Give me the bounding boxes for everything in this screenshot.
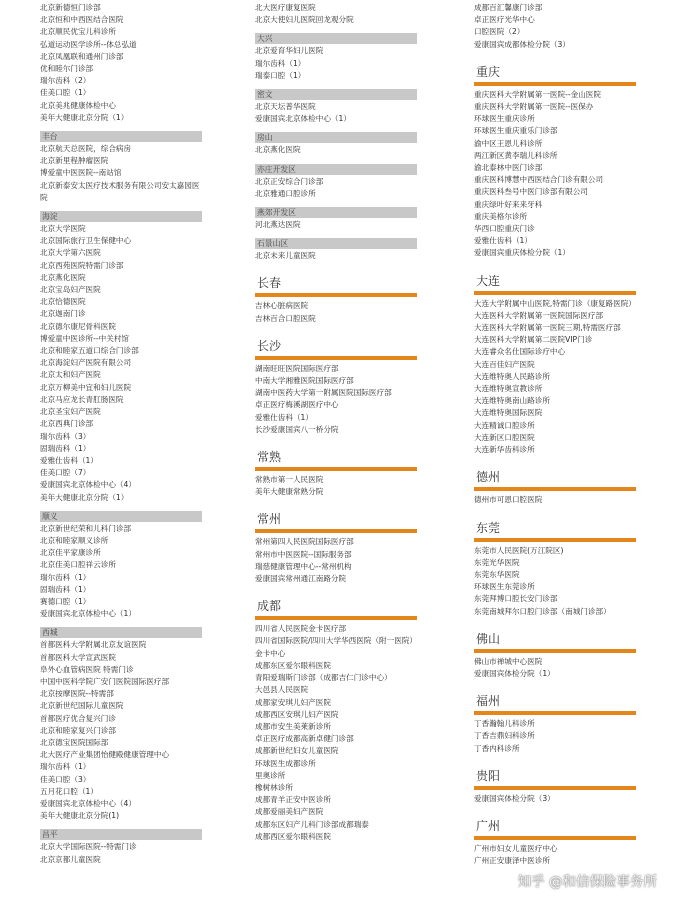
list-item: 爱康国宾常州通江南路分院 xyxy=(255,574,347,584)
district-header: 大兴 xyxy=(255,33,417,44)
list-item: 重庆医科大学附属第一医院--医保办 xyxy=(474,102,594,112)
list-item: 弘道运动医学诊所--体总弘道 xyxy=(40,39,137,49)
city-header xyxy=(474,470,636,491)
list-item: 渝中区王恩儿科诊所 xyxy=(474,138,543,148)
list-item: 美年大健康北京分院（1） xyxy=(40,492,129,502)
list-item: 成都市安生美莱新诊所 xyxy=(255,721,331,731)
section-city xyxy=(474,632,636,680)
list-item: 东莞东华医院 xyxy=(474,569,520,579)
list-item: 常熟市第一人民医院 xyxy=(255,475,324,485)
list-item: 爱康国宾体检分院（1） xyxy=(474,668,555,678)
list-item: 中南大学湘雅医院国际医疗部 xyxy=(255,376,354,386)
list-item: 北京西苑医院特需门诊部 xyxy=(40,260,124,270)
list-item: 重庆美格尔诊所 xyxy=(474,211,528,221)
list-item: 大连睿众名仕国际诊疗中心 xyxy=(474,347,566,357)
list-item: 湖南旺旺医院国际医疗部 xyxy=(255,363,339,373)
list-item: 大连百佳妇产医院 xyxy=(474,359,535,369)
list-item: 大连维特奥人民路诊所 xyxy=(474,371,550,381)
list-item: 北京恒和中西医结合医院 xyxy=(40,15,124,25)
section-city xyxy=(474,769,636,805)
list-item: 卓正医疗梅溪湖医疗中心 xyxy=(255,400,339,410)
list-item: 青阳爱瑞斯门诊部（成都吉仁门诊中心） xyxy=(255,673,392,683)
section-city xyxy=(255,276,417,324)
list-item: 重庆医科大学附属第一医院--金山医院 xyxy=(474,89,601,99)
city-header xyxy=(474,694,636,715)
list-item: 重庆医科博慧中西医结合门诊有限公司 xyxy=(474,175,604,185)
city-underline xyxy=(255,616,417,620)
list-item: 成都青羊正安中医诊所 xyxy=(255,795,331,805)
list-item: 北京恰德医院 xyxy=(40,297,86,307)
city-underline xyxy=(474,82,636,86)
list-item: 两江新区黄李瑞儿科诊所 xyxy=(474,150,558,160)
list-item: 爱雅仕齿科（1） xyxy=(474,236,532,246)
city-underline xyxy=(474,291,636,295)
list-item: 瑞尔齿科（1） xyxy=(40,762,91,772)
list-item: 橡树林诊所 xyxy=(255,782,293,792)
city-title: 长春 xyxy=(257,276,282,291)
list-item: 爱康国宾北京体检中心（4） xyxy=(40,798,136,808)
list-item: 东莞市人民医院(万江院区) xyxy=(474,545,564,555)
list-item: 瑞尔齿科（3） xyxy=(40,431,91,441)
list-item: 北京顺民优宝儿科诊所 xyxy=(40,27,116,37)
section-none xyxy=(474,2,636,51)
list-item: 五月花口腔（1） xyxy=(40,786,98,796)
list-item: 爱康国宾成都体检分院（3） xyxy=(474,39,570,49)
list-item: 北京宝岛妇产医院 xyxy=(40,285,101,295)
city-title: 福州 xyxy=(476,694,501,709)
list-item: 北京万柳美中宜和妇儿医院 xyxy=(40,382,132,392)
list-item: 北京新里程肿瘤医院 xyxy=(40,156,109,166)
list-item: 北京和睦家复兴门诊部 xyxy=(40,725,116,735)
list-item: 佛山市禅城中心医院 xyxy=(474,656,543,666)
list-item: 北京大学国际医院--特需门诊 xyxy=(40,842,137,852)
list-item: 大连大学附属中山医院,特需门诊（康复路医院） xyxy=(474,298,636,308)
district-header: 房山 xyxy=(255,132,417,143)
section-city xyxy=(255,450,417,498)
list-item: 丁香内科诊所 xyxy=(474,743,520,753)
city-underline xyxy=(474,786,636,790)
list-item: 北大医疗产业集团怡健殿健康管理中心 xyxy=(40,750,170,760)
list-item: 吉林心脏病医院 xyxy=(255,301,309,311)
list-item: 东莞光华医院 xyxy=(474,557,520,567)
section-city xyxy=(474,521,636,618)
list-item: 北京新世纪荣和儿科门诊部 xyxy=(40,523,132,533)
column-1 xyxy=(40,2,202,866)
list-item: 北京新世纪国际儿童医院 xyxy=(40,701,124,711)
list-item: 北京和睦家五道口综合门诊部 xyxy=(40,346,139,356)
list-item: 北京和睦家顺义诊所 xyxy=(40,535,109,545)
city-underline xyxy=(474,836,636,840)
list-item: 北京德宝医院国际部 xyxy=(40,737,109,747)
city-underline xyxy=(474,487,636,491)
list-item: 卓正医疗成都高新卓健门诊部 xyxy=(255,734,354,744)
list-item: 成都新世纪妇女儿童医院 xyxy=(255,746,339,756)
list-item: 北京马应龙长青肛肠医院 xyxy=(40,394,124,404)
list-item: 北京佳平家康诊所 xyxy=(40,548,101,558)
section-gray xyxy=(40,511,202,621)
city-header xyxy=(474,769,636,790)
list-item: 德州市可恩口腔医院 xyxy=(474,495,543,505)
list-item: 大连维特奥南山路诊所 xyxy=(474,396,550,406)
list-item: 优和睦尔门诊部 xyxy=(40,64,94,74)
city-header xyxy=(255,339,417,360)
list-item: 北京国际旅行卫生保健中心 xyxy=(40,236,132,246)
list-item: 大连新华齿科诊所 xyxy=(474,445,535,455)
list-item: 东莞南城拜尔口腔门诊部（南城门诊部） xyxy=(474,606,611,616)
list-item: 中国中医科学院广安门医院国际医疗部 xyxy=(40,676,170,686)
list-item: 北京雅通口腔诊所 xyxy=(255,188,316,198)
list-item: 佳美口腔（3） xyxy=(40,774,91,784)
city-header xyxy=(474,632,636,653)
list-item: 赛德口腔（1） xyxy=(40,596,91,606)
list-item: 成都西区爱尔眼科医院 xyxy=(255,831,331,841)
city-header xyxy=(474,819,636,840)
city-underline xyxy=(255,529,417,533)
city-underline xyxy=(255,356,417,360)
list-item: 首都医科大学宣武医院 xyxy=(40,652,116,662)
list-item: 渝北泰林中医门诊部 xyxy=(474,163,543,173)
list-item: 重庆医科叁号中医门诊部有限公司 xyxy=(474,187,588,197)
section-gray xyxy=(255,33,417,82)
district-header: 石景山区 xyxy=(255,238,417,249)
district-header: 燕郊开发区 xyxy=(255,207,417,218)
list-item: 美年大健康北京分院(1) xyxy=(40,811,120,821)
city-title: 长沙 xyxy=(257,338,282,353)
list-item: 爱康国宾体检分院（3） xyxy=(474,793,555,803)
city-header xyxy=(255,512,417,533)
list-item: 阜外心血管病医院 特需门诊 xyxy=(40,664,134,674)
district-header: 顺义 xyxy=(40,511,202,522)
list-item: 北京大使妇儿医院回龙观分院 xyxy=(255,15,354,25)
section-gray xyxy=(255,164,417,200)
list-item: 成都东区妇产儿科门诊部成都瑞泰 xyxy=(255,819,369,829)
list-item: 北京美兆健康体检中心 xyxy=(40,100,116,110)
section-city xyxy=(474,470,636,506)
section-none xyxy=(255,2,417,26)
list-item: 常州市中医医院--国际服务部 xyxy=(255,549,352,559)
list-item: 北京新德恒门诊部 xyxy=(40,3,101,12)
list-item: 固瑞齿科（1） xyxy=(40,443,91,453)
section-city xyxy=(255,599,417,843)
list-item: 瑞尔齿科（1） xyxy=(255,58,306,68)
list-item: 大连精诚口腔诊所 xyxy=(474,420,535,430)
section-gray xyxy=(40,829,202,865)
district-header: 西城 xyxy=(40,627,202,638)
section-gray xyxy=(255,207,417,231)
list-item: 大连医科大学附属第二医院VIP门诊 xyxy=(474,335,593,345)
list-item: 华西口腔重庆门诊 xyxy=(474,224,535,234)
list-item: 瑞尔齿科（2） xyxy=(40,76,91,86)
list-item: 四川省国际医院/四川大学华西医院（附一医院）金卡中心 xyxy=(255,636,414,658)
list-item: 北京德尔康尼骨科医院 xyxy=(40,321,116,331)
list-item: 重庆绿叶好来来牙科 xyxy=(474,199,543,209)
list-item: 瑞尔齿科（1） xyxy=(40,572,91,582)
list-item: 北京未来儿童医院 xyxy=(255,251,316,261)
list-item: 爱雅仕齿科（1） xyxy=(255,412,313,422)
list-item: 北京天坛普华医院 xyxy=(255,102,316,112)
list-item: 环球医生重庆重乐门诊部 xyxy=(474,126,558,136)
list-item: 北京海淀妇产医院有限公司 xyxy=(40,358,132,368)
list-item: 丁香瀚翰儿科诊所 xyxy=(474,719,535,729)
list-item: 广州市妇女儿童医疗中心 xyxy=(474,843,558,853)
list-item: 成都百汇馨康门诊部 xyxy=(474,3,543,12)
city-title: 大连 xyxy=(476,273,501,288)
list-item: 东莞拜博口腔长安门诊部 xyxy=(474,594,558,604)
list-item: 河北燕达医院 xyxy=(255,220,301,230)
list-item: 广州正安康泽中医诊所 xyxy=(474,856,550,866)
list-item: 北京燕化医院 xyxy=(40,272,86,282)
section-city xyxy=(474,65,636,260)
column-3 xyxy=(474,2,636,867)
list-item: 吉林百合口腔医院 xyxy=(255,313,316,323)
list-item: 爱康国宾北京体检中心（1） xyxy=(255,114,351,124)
list-item: 博爱童中医医院--南站馆 xyxy=(40,168,122,178)
list-item: 卓正医疗光华中心 xyxy=(474,15,535,25)
list-item: 北京燕化医院 xyxy=(255,145,301,155)
list-item: 北京圣宝妇产医院 xyxy=(40,407,101,417)
city-underline xyxy=(255,467,417,471)
city-underline xyxy=(474,649,636,653)
list-item: 北京佳美口腔祥云诊所 xyxy=(40,560,116,570)
watermark: 知乎 @和信保险事务所 xyxy=(517,874,657,890)
list-item: 美年大健康北京分院（1） xyxy=(40,112,129,122)
list-item: 北京西典门诊部 xyxy=(40,419,94,429)
list-item: 爱康国宾重庆体检分院（1） xyxy=(474,248,570,258)
list-item: 北京爱育华妇儿医院 xyxy=(255,46,324,56)
section-none xyxy=(40,2,202,124)
section-gray xyxy=(40,131,202,204)
list-item: 爱雅仕齿科（1） xyxy=(40,455,98,465)
list-item: 湖南中医药大学第一附属医院国际医疗部 xyxy=(255,388,392,398)
section-city xyxy=(474,274,636,457)
list-item: 北京大学第六医院 xyxy=(40,248,101,258)
list-item: 北京正安综合门诊部 xyxy=(255,176,324,186)
list-item: 首都医科大学附属北京友谊医院 xyxy=(40,640,147,650)
list-item: 北京太和妇产医院 xyxy=(40,370,101,380)
list-item: 大连维特奥国际医院 xyxy=(474,408,543,418)
city-header xyxy=(255,599,417,620)
list-item: 常州第四人民医院国际医疗部 xyxy=(255,537,354,547)
district-header: 海淀 xyxy=(40,211,202,222)
list-item: 北京凤凰联和通州门诊部 xyxy=(40,51,124,61)
city-title: 佛山 xyxy=(476,631,501,646)
section-city xyxy=(255,339,417,436)
city-title: 德州 xyxy=(476,470,501,485)
section-city xyxy=(474,819,636,867)
list-item: 北京按摩医院--特需部 xyxy=(40,689,114,699)
city-header xyxy=(474,274,636,295)
district-header: 昌平 xyxy=(40,829,202,840)
list-item: 大连医科大学附属第一医院国际医疗部 xyxy=(474,310,604,320)
list-item: 四川省人民医院金卡医疗部 xyxy=(255,624,347,634)
list-item: 爱康国宾北京体检中心（1） xyxy=(40,609,136,619)
list-item: 北大医疗康复医院 xyxy=(255,3,316,12)
city-title: 广州 xyxy=(476,818,501,833)
section-gray xyxy=(40,211,202,504)
city-underline xyxy=(474,711,636,715)
section-gray xyxy=(255,132,417,156)
city-title: 贵阳 xyxy=(476,768,501,783)
list-item: 成都爱丽美妇产医院 xyxy=(255,807,324,817)
city-underline xyxy=(474,538,636,542)
list-item: 环球医生东莞诊所 xyxy=(474,582,535,592)
list-item: 佳美口腔（1） xyxy=(40,88,91,98)
list-item: 环球医生重庆诊所 xyxy=(474,114,535,124)
list-item: 首都医疗优合复兴门诊 xyxy=(40,713,116,723)
list-item: 环球医生成都诊所 xyxy=(255,758,316,768)
city-header xyxy=(255,276,417,297)
list-item: 大邑县人民医院 xyxy=(255,685,309,695)
list-item: 北京迦南门诊 xyxy=(40,309,86,319)
list-item: 丁香吉鼎妇科诊所 xyxy=(474,731,535,741)
list-item: 北京航天总医院，综合病房 xyxy=(40,144,132,154)
list-item: 博爱童中医诊所--中关村馆 xyxy=(40,333,130,343)
list-item: 成都西区安琪儿妇产医院 xyxy=(255,709,339,719)
column-2 xyxy=(255,2,417,843)
list-item: 瑞慈健康管理中心--常州机构 xyxy=(255,561,352,571)
section-gray xyxy=(255,89,417,125)
district-header: 亦庄开发区 xyxy=(255,164,417,175)
section-gray xyxy=(40,627,202,822)
list-item: 长沙爱康国宾八一桥分院 xyxy=(255,424,339,434)
list-item: 固瑞齿科（1） xyxy=(40,584,91,594)
city-header xyxy=(474,521,636,542)
list-item: 成都家安琪儿妇产医院 xyxy=(255,697,331,707)
city-header xyxy=(255,450,417,471)
city-header xyxy=(474,65,636,86)
city-title: 常州 xyxy=(257,512,282,527)
list-item: 大连医科大学附属第一医院三期,特需医疗部 xyxy=(474,323,621,333)
list-item: 口腔医院（2） xyxy=(474,27,525,37)
district-header: 密文 xyxy=(255,89,417,100)
list-item: 大连维特奥宣教诊所 xyxy=(474,384,543,394)
section-gray xyxy=(255,238,417,262)
city-title: 重庆 xyxy=(476,64,501,79)
list-item: 爱康国宾北京体检中心（4） xyxy=(40,480,136,490)
list-item: 成都东区爱尔眼科医院 xyxy=(255,660,331,670)
list-item: 瑞泰口腔（1） xyxy=(255,70,306,80)
section-city xyxy=(474,694,636,755)
city-underline xyxy=(255,293,417,297)
list-item: 北京新泰安太医疗技术服务有限公司安太嘉园医院 xyxy=(40,180,200,202)
section-city xyxy=(255,512,417,585)
city-title: 东莞 xyxy=(476,520,501,535)
list-item: 大连新区口腔医院 xyxy=(474,432,535,442)
list-item: 北京京都儿童医院 xyxy=(40,854,101,864)
list-item: 佳美口腔（7） xyxy=(40,468,91,478)
district-header: 丰台 xyxy=(40,131,202,142)
list-item: 美年大健康常熟分院 xyxy=(255,487,324,497)
list-item: 里奥诊所 xyxy=(255,770,286,780)
city-title: 常熟 xyxy=(257,450,282,465)
list-item: 北京大学医院 xyxy=(40,224,86,234)
city-title: 成都 xyxy=(257,599,282,614)
